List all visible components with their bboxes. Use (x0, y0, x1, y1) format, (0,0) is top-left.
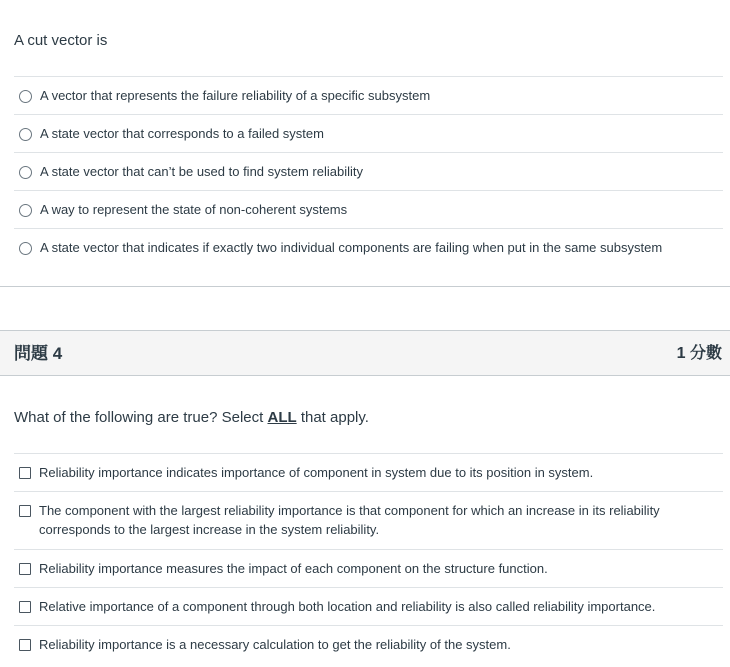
question-4-text-emphasis: ALL (267, 409, 297, 426)
radio-button[interactable] (19, 166, 32, 179)
checkbox[interactable] (19, 639, 31, 651)
question-4-text-after: that apply. (296, 409, 369, 426)
answer-option[interactable] (14, 549, 723, 587)
checkbox[interactable] (19, 467, 31, 479)
checkbox[interactable] (19, 563, 31, 575)
answer-option[interactable] (14, 625, 723, 663)
checkbox[interactable] (19, 601, 31, 613)
answer-option[interactable] (14, 491, 723, 549)
checkbox[interactable] (19, 505, 31, 517)
answer-option[interactable] (14, 190, 723, 228)
radio-button[interactable] (19, 90, 32, 103)
answer-label: A state vector that can’t be used to find system reliability (40, 164, 363, 179)
question-4-title: 問題 4 (14, 344, 63, 363)
question-3 (0, 0, 730, 287)
answer-option[interactable] (14, 76, 723, 114)
answer-label: Reliability importance measures the impact of each component on the structure function. (39, 561, 548, 576)
radio-button[interactable] (19, 242, 32, 255)
answer-label: A state vector that indicates if exactly two individual components are failing when put in the same subsystem (40, 240, 663, 255)
answer-option[interactable] (14, 114, 723, 152)
answer-label: A vector that represents the failure reliability of a specific subsystem (40, 88, 431, 103)
answer-option[interactable] (14, 587, 723, 625)
question-4-text-before: What of the following are true? Select (14, 409, 268, 426)
answer-label: Reliability importance is a necessary calculation to get the reliability of the system. (39, 637, 511, 652)
answer-option[interactable] (14, 228, 723, 266)
answer-option[interactable] (14, 453, 723, 491)
answer-label: Reliability importance indicates importance of component in system due to its position in system. (39, 465, 594, 480)
radio-button[interactable] (19, 128, 32, 141)
question-4-points: 1 分數 (676, 345, 722, 362)
question-3-text: A cut vector is (14, 32, 108, 49)
answer-option[interactable] (14, 152, 723, 190)
question-4-text (14, 408, 369, 428)
answer-label: Relative importance of a component through both location and reliability is also called reliability importance. (39, 599, 656, 614)
question-4-answers (14, 453, 723, 663)
answer-label: The component with the largest reliability importance is that component for which an increase in its reliability corresponds to the largest increase in the system reliability. (39, 503, 660, 537)
question-4-header (0, 330, 730, 376)
answer-label: A state vector that corresponds to a failed system (40, 126, 324, 141)
question-3-answers (14, 76, 723, 266)
radio-button[interactable] (19, 204, 32, 217)
answer-label: A way to represent the state of non-coherent systems (40, 202, 348, 217)
